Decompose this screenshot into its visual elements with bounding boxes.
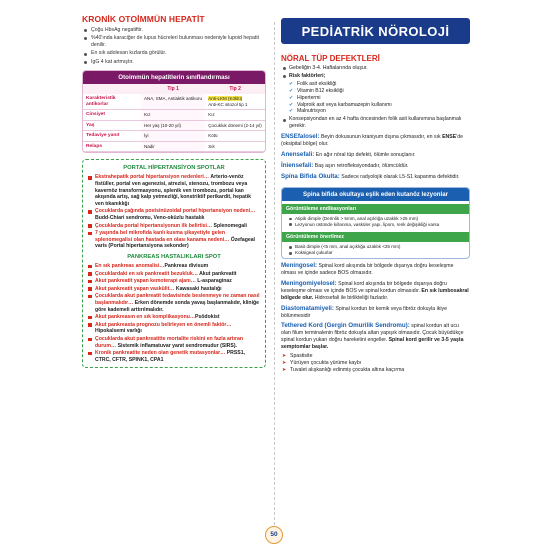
column-header-tip2: Tip 2: [205, 84, 265, 94]
cell-tip1: ANA, SMA, Antiaktik antikoru: [141, 94, 205, 110]
spina-bifida-okulta-paragraph: [281, 174, 470, 181]
term-text: Spinal kord akışında bir bölgede dışarıya doğru keseleşme olması ve içinde BOS ve spinal kordun olmasıdır.: [281, 280, 447, 294]
table-row: [83, 131, 265, 142]
pankreas-spot-title: PANKREAS HASTALIKLARI SPOT: [127, 254, 221, 261]
list-item: [87, 230, 261, 250]
cell-tip2: Kız: [205, 110, 265, 121]
list-item: [87, 271, 261, 278]
spot-answer: L-asparaginaz: [197, 278, 232, 285]
term-label: ENSEfalosel:: [281, 133, 320, 141]
list-item: ✔ Vitamin B12 eksikliği: [289, 88, 470, 95]
pankreas-spot-list: [87, 263, 261, 363]
imaging-indications-label: Görüntüleme endikasyonları: [282, 204, 469, 214]
cell-tip2: Sık: [205, 141, 265, 152]
term-bold: En sık lumbosakral bölgede olur.: [281, 287, 469, 301]
cell-tip2: [205, 94, 265, 110]
term-label: Meningosel:: [281, 262, 318, 270]
column-divider: [274, 22, 275, 530]
list-item: ✔ Valproik asit veya karbamazepin kullanımı: [289, 102, 470, 109]
imaging-not-recommended-list: [282, 244, 469, 258]
list-item: Gebeliğin 3-4. Haftalarında oluşur.: [281, 65, 470, 72]
imaging-not-recommended-label: Görüntüleme önerilmez: [282, 232, 469, 242]
ensefalosel-paragraph: [281, 134, 470, 148]
spot-answer: Akut pankreatit: [199, 270, 237, 277]
spot-question: En sık pankreas anomalisi…: [95, 263, 165, 270]
anensefali-paragraph: [281, 152, 470, 159]
term-label: Meningomiyelosel:: [281, 279, 337, 287]
spot-answer: Kawasaki hastalığı: [175, 285, 222, 292]
term-text: spinal kordun alt ucu olan filum terminalenin fibröz dokuyla altan yapışık olmasıdır. Çocuk büyüdükçe spinal kordun yukarı doğru hareketini engeller.: [281, 323, 464, 344]
list-item: Çoğu HbsAg negatiftir.: [82, 27, 266, 34]
list-item: [87, 263, 261, 270]
page-number: 50: [265, 526, 283, 544]
list-item: [87, 286, 261, 293]
left-column: [82, 14, 266, 368]
spot-question: Çocuklarda akut pankreatitte mortalite riskini en fazla artıran durum…: [95, 335, 243, 349]
list-item: Lezyonun üstünde kıllanma, vasküler yapı, lipom, renk değişikliği varsa: [288, 222, 465, 228]
list-item: ➤ Tuvalet alışkanlığı edinmiş çocukta altına kaçırma: [281, 367, 470, 374]
term-tail: 'de (oksipital bölge) olur.: [281, 134, 463, 148]
term-bold: ENSE: [442, 134, 457, 141]
list-item: [87, 278, 261, 285]
list-item: ✔ Malnutrisyon: [289, 108, 470, 115]
section-title-noral-tup: NÖRAL TÜP DEFEKTLERİ: [281, 54, 380, 63]
symptoms-list: [281, 353, 470, 375]
list-item: [87, 350, 261, 363]
list-item: Konsepsiyondan en az 4 hafta öncesinden folik asit kullanımına başlanmalı gerekir.: [281, 116, 470, 130]
term-text: En ağır nöral tüp defekti, ölümle sonuçlanır.: [314, 151, 416, 158]
row-label: Tedaviye yanıt: [83, 131, 141, 142]
box-header: Spina bifida okultaya eşlik eden kutanöz lezyonlar: [282, 188, 469, 201]
tethered-kord-paragraph: [281, 323, 470, 351]
table-row: [83, 110, 265, 121]
list-item: [87, 314, 261, 321]
spot-answer: PRSS1, CTRC, CFTR, SPINK1, CPA1: [95, 350, 245, 363]
spot-answer: Sistemik inflamatuvar yanıt sendromudur (SIRS).: [117, 342, 237, 349]
table-row: [83, 141, 265, 152]
term-text: Spinal kordun bir kemik veya fibröz dokuyla ikiye bölünmesidir: [281, 305, 447, 319]
spot-question: 7 yaşında bel mikrofida kanlı kusma şikayetiyle gelen splenomegalisi olan hastada en olası kanama nedeni…: [95, 230, 231, 243]
spot-notes-box: [82, 159, 266, 368]
cell-tip2-extra: Anti-KC sitozol tip 1: [208, 101, 248, 107]
spot-question: Akut pankreasta prognozu belirleyen en önemli faktör…: [95, 321, 232, 328]
list-item: IgG 4 kat artmıştır.: [82, 59, 266, 66]
otoimmun-bullet-list: [82, 27, 266, 65]
spot-question: Ekstrahepatik portal hipertansiyon nedenleri…: [95, 174, 209, 181]
kutanoz-lezyonlar-box: [281, 187, 470, 259]
list-item: Koksigeal çukurlar: [288, 250, 465, 256]
table-header-row: [83, 84, 265, 94]
spot-answer: Budd-Chiari sendromu, Veno-oküzlu hastalık: [95, 215, 205, 222]
highlighted-antibody: Anti-LKM (Köklü): [208, 96, 243, 102]
list-item: ✔ Hipertermi: [289, 95, 470, 102]
term-label: Anensefali:: [281, 150, 315, 158]
list-item: En sık adolesan kızlarda görülür.: [82, 50, 266, 57]
spot-answer: Arterio-venöz fistüller, portal ven agenezisi, atrezisi, stenozu, trombozu veya kavernöz transformasyonu, splenik ven trombozu, portal kan akışında artış, sağ kalp yetmezliği, konstriktif perikardit, hepatik ven tıkanıklığı: [95, 174, 251, 207]
table-row: [83, 120, 265, 131]
cell-tip1: Her yaş (10-20 yıl): [141, 120, 205, 131]
term-text: Spinal kord akışında bir bölgede dışarıya doğru keseleşme olması ve içinde sadece BOS olmasıdır.: [281, 263, 454, 276]
spot-answer: Splenomegali: [213, 222, 247, 229]
risk-factors-list: [289, 81, 470, 116]
cell-tip2: Çocukluk dönemi (2-14 yıl): [205, 120, 265, 131]
row-label: Yaş: [83, 120, 141, 131]
list-item: [87, 293, 261, 313]
table-title: Otoimmün hepatitlerin sınıflandırması: [83, 71, 265, 84]
classification-table: [83, 84, 265, 152]
table-row: [83, 94, 265, 110]
list-item: Basit dimple (<5 mm, anal açıklığa uzaklık <25 mm): [288, 244, 465, 250]
term-label: Spina Bifida Okulta:: [281, 172, 340, 180]
term-text: Sadece radyolojik olarak L5-S1 kapanma defektidir.: [339, 173, 460, 180]
diastomatamiyeli-paragraph: [281, 306, 470, 320]
row-label: Karakteristik antikorlar: [83, 94, 141, 110]
term-label: Tethered Kord (Gergin Omurilik Sendromu):: [281, 322, 410, 330]
spot-question: Çocuklarda akut pankreatit tedavisinde beslenmeye ne zaman nasıl başlanmalıdır…: [95, 293, 260, 306]
row-label: Relaps: [83, 141, 141, 152]
list-item: ✔ Folik asit eksikliği: [289, 81, 470, 88]
spot-question: Çocuklarda portal hipertansiyonun ilk belirtisi…: [95, 222, 214, 229]
spot-question: Kronik pankreatite neden olan genetik mutasyonlar…: [95, 350, 227, 357]
list-item: %40'ında karaciğer de lupus hücreleri bulunması nedeniyle lupoid hepatit denilir.: [82, 35, 266, 49]
cell-tip2: Kötü: [205, 131, 265, 142]
list-item: [281, 73, 470, 115]
table-corner: [83, 84, 141, 94]
term-label: İniensefali:: [281, 161, 314, 169]
section-title-otoimmun-hepatit: KRONİK OTOİMMÜN HEPATİT: [82, 14, 205, 24]
list-item: [87, 174, 261, 207]
list-item: [87, 223, 261, 230]
term-text: Baş aşırı retrofleksiyondadır, ölümcüldür.: [313, 162, 409, 169]
spot-answer: Hipokalsemi varlığı: [95, 328, 142, 335]
spot-question: Akut pankreatit yapan vaskülit…: [95, 285, 176, 292]
list-item: [87, 336, 261, 349]
term-tail: Hidrosefali ile birlikteliği fazladır.: [313, 294, 389, 301]
cell-tip1: Nadir: [141, 141, 205, 152]
list-item: [87, 322, 261, 335]
portal-hipertansiyon-list: [87, 174, 261, 250]
term-label: Diastomatamiyeli:: [281, 304, 334, 312]
iniensefali-paragraph: [281, 163, 470, 170]
portal-hipertansiyon-title: PORTAL HİPERTANSİYON SPOTLAR: [123, 165, 225, 172]
list-item: [87, 208, 261, 221]
spot-question: Akut pankreasın en sık komplikasyonu…: [95, 314, 195, 321]
spot-question: Çocuklardaki en sık pankreatit bezukluk…: [95, 270, 200, 277]
meningomiyelosel-paragraph: [281, 281, 470, 302]
meningosel-paragraph: [281, 263, 470, 277]
spot-answer: Psödokist: [195, 314, 220, 321]
classification-table-box: [82, 70, 266, 153]
spot-question: Akut pankreatit yapan kemoterapi ajanı…: [95, 278, 198, 285]
list-item: ➤ Yürüyen çocukta yürüme kaybı: [281, 360, 470, 367]
row-label: Cinsiyet: [83, 110, 141, 121]
term-text: Beyin dokusunun kraniyum dışına çıkmasıdır, en sık: [319, 134, 443, 141]
spot-answer: Erken dönemde sonda yavaş başlanmalıdır, kliniğe göre kademeli arttırılmalıdır.: [95, 299, 259, 313]
right-column: [281, 18, 470, 375]
cell-tip1: İyi: [141, 131, 205, 142]
imaging-indications-list: [282, 216, 469, 230]
spot-answer: Pankreas divisum: [164, 263, 209, 270]
chapter-banner: PEDİATRİK NÖROLOJİ: [281, 18, 470, 44]
list-item: Atipik dimple (Derinlik > 5mm, anal açıklığa uzaklık >25 mm): [288, 216, 465, 222]
risk-factors-label: Risk faktörleri;: [289, 72, 326, 79]
cell-tip1: Kız: [141, 110, 205, 121]
noral-tup-list: [281, 65, 470, 130]
spot-answer: Özefageal varis (Portal hipertansiyona sekonder): [95, 236, 255, 250]
term-bold: Spinal kord gerilir ve 3-5 yaşta semptomlar başlar.: [281, 337, 464, 351]
column-header-tip1: Tip 1: [141, 84, 205, 94]
spot-question: Çocuklarda çağında postsinüzoidal portal hipertansiyon nedeni…: [95, 208, 256, 215]
list-item: ➤ Spastisite: [281, 353, 470, 360]
